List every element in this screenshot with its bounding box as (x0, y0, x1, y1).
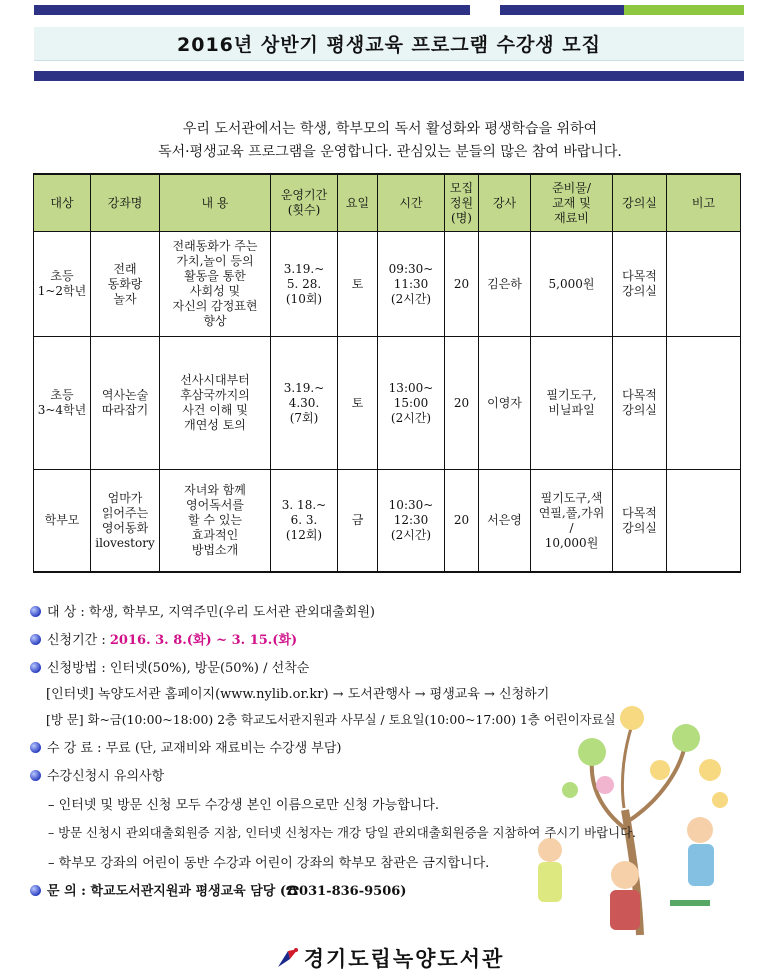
note-caution-2: – 방문 신청시 관외대출회원증 지참, 인터넷 신청자는 개강 당일 관외대출회원증을 지참하여 주시기 바랍니다. (48, 825, 636, 840)
cell-lecturer: 서은영 (479, 470, 531, 573)
top-bar-green (624, 5, 744, 15)
cell-content: 전래동화가 주는 가치,놀이 등의 활동을 통한 사회성 및 자신의 감정표현 향상 (160, 232, 271, 337)
bullet-icon (30, 885, 41, 896)
cell-content: 선사시대부터 후삼국까지의 사건 이해 및 개연성 토의 (160, 337, 271, 470)
cell-lecturer: 김은하 (479, 232, 531, 337)
cell-capacity: 20 (445, 232, 479, 337)
footer-library-name: 경기도립녹양도서관 (0, 943, 780, 973)
cell-note (667, 232, 741, 337)
top-bar-blue-left (34, 5, 470, 15)
note-contact: 문 의 : 학교도서관지원과 평생교육 담당 (☎031-836-9506) (30, 880, 406, 899)
cell-lecturer: 이영자 (479, 337, 531, 470)
note-method: 신청방법 : 인터넷(50%), 방문(50%) / 선착순 (30, 657, 309, 676)
bullet-icon (30, 742, 41, 753)
header-period: 운영기간 (횟수) (271, 174, 338, 232)
cell-time: 09:30~ 11:30 (2시간) (378, 232, 445, 337)
cell-period: 3.19.~ 4.30. (7회) (271, 337, 338, 470)
header-content: 내 용 (160, 174, 271, 232)
cell-day: 토 (338, 232, 378, 337)
cell-prep: 필기도구, 비닐파일 (531, 337, 613, 470)
note-visit: [방 문] 화~금(10:00~18:00) 2층 학교도서관지원과 사무실 / 토요일(10:00~17:00) 1층 어린이자료실 (46, 712, 616, 727)
note-period: 신청기간 : 2016. 3. 8.(화) ~ 3. 15.(화) (30, 629, 297, 648)
cell-capacity: 20 (445, 470, 479, 573)
cell-target: 초등 1~2학년 (34, 232, 91, 337)
header-note: 비고 (667, 174, 741, 232)
table-row (34, 337, 741, 470)
title-underline-bar (34, 71, 744, 81)
intro-text (0, 118, 780, 164)
cell-period: 3. 18.~ 6. 3. (12회) (271, 470, 338, 573)
library-logo-icon (276, 947, 300, 969)
top-bar-gap (470, 5, 500, 15)
cell-room: 다목적 강의실 (613, 337, 667, 470)
cell-time: 10:30~ 12:30 (2시간) (378, 470, 445, 573)
table-row (34, 470, 741, 573)
header-target: 대상 (34, 174, 91, 232)
cell-note (667, 470, 741, 573)
cell-room: 다목적 강의실 (613, 470, 667, 573)
cell-content: 자녀와 함께 영어독서를 할 수 있는 효과적인 방법소개 (160, 470, 271, 573)
program-table (33, 173, 741, 573)
note-internet: [인터넷] 녹양도서관 홈페이지(www.nylib.or.kr) → 도서관행사 → 평생교육 → 신청하기 (46, 687, 550, 702)
header-time: 시간 (378, 174, 445, 232)
note-fee: 수 강 료 : 무료 (단, 교재비와 재료비는 수강생 부담) (30, 737, 341, 756)
cell-prep: 필기도구,색 연필,풀,가위 / 10,000원 (531, 470, 613, 573)
bullet-icon (30, 634, 41, 645)
cell-day: 토 (338, 337, 378, 470)
application-period-value: 2016. 3. 8.(화) ~ 3. 15.(화) (109, 633, 298, 648)
cell-target: 학부모 (34, 470, 91, 573)
header-prep: 준비물/ 교재 및 재료비 (531, 174, 613, 232)
intro-line-1: 우리 도서관에서는 학생, 학부모의 독서 활성화와 평생학습을 위하여 (182, 121, 598, 137)
header-lecturer: 강사 (479, 174, 531, 232)
header-course: 강좌명 (91, 174, 160, 232)
bullet-icon (30, 770, 41, 781)
cell-target: 초등 3~4학년 (34, 337, 91, 470)
top-bar-blue-right (500, 5, 624, 15)
header-day: 요일 (338, 174, 378, 232)
cell-prep: 5,000원 (531, 232, 613, 337)
cell-capacity: 20 (445, 337, 479, 470)
header-capacity: 모집 정원 (명) (445, 174, 479, 232)
bullet-icon (30, 606, 41, 617)
table-row (34, 232, 741, 337)
note-caution-1: – 인터넷 및 방문 신청 모두 수강생 본인 이름으로만 신청 가능합니다. (48, 798, 440, 813)
cell-course: 역사논술 따라잡기 (91, 337, 160, 470)
cell-note (667, 337, 741, 470)
cell-period: 3.19.~ 5. 28. (10회) (271, 232, 338, 337)
note-caution-3: – 학부모 강좌의 어린이 동반 수강과 어린이 강좌의 학부모 참관은 금지합니다. (48, 856, 490, 871)
cell-course: 전래 동화랑 놀자 (91, 232, 160, 337)
top-color-bar (34, 5, 744, 15)
note-caution: 수강신청시 유의사항 (30, 765, 164, 784)
header-room: 강의실 (613, 174, 667, 232)
cell-course: 엄마가 읽어주는 영어동화 ilovestory (91, 470, 160, 573)
intro-line-2: 독서·평생교육 프로그램을 운영합니다. 관심있는 분들의 많은 참여 바랍니다. (158, 144, 622, 160)
page-title: 2016년 상반기 평생교육 프로그램 수강생 모집 (177, 34, 601, 56)
bullet-icon (30, 662, 41, 673)
table-header-row (34, 174, 741, 232)
cell-time: 13:00~ 15:00 (2시간) (378, 337, 445, 470)
cell-day: 금 (338, 470, 378, 573)
note-target: 대 상 : 학생, 학부모, 지역주민(우리 도서관 관외대출회원) (30, 601, 375, 620)
page-title-box (34, 27, 744, 61)
cell-room: 다목적 강의실 (613, 232, 667, 337)
